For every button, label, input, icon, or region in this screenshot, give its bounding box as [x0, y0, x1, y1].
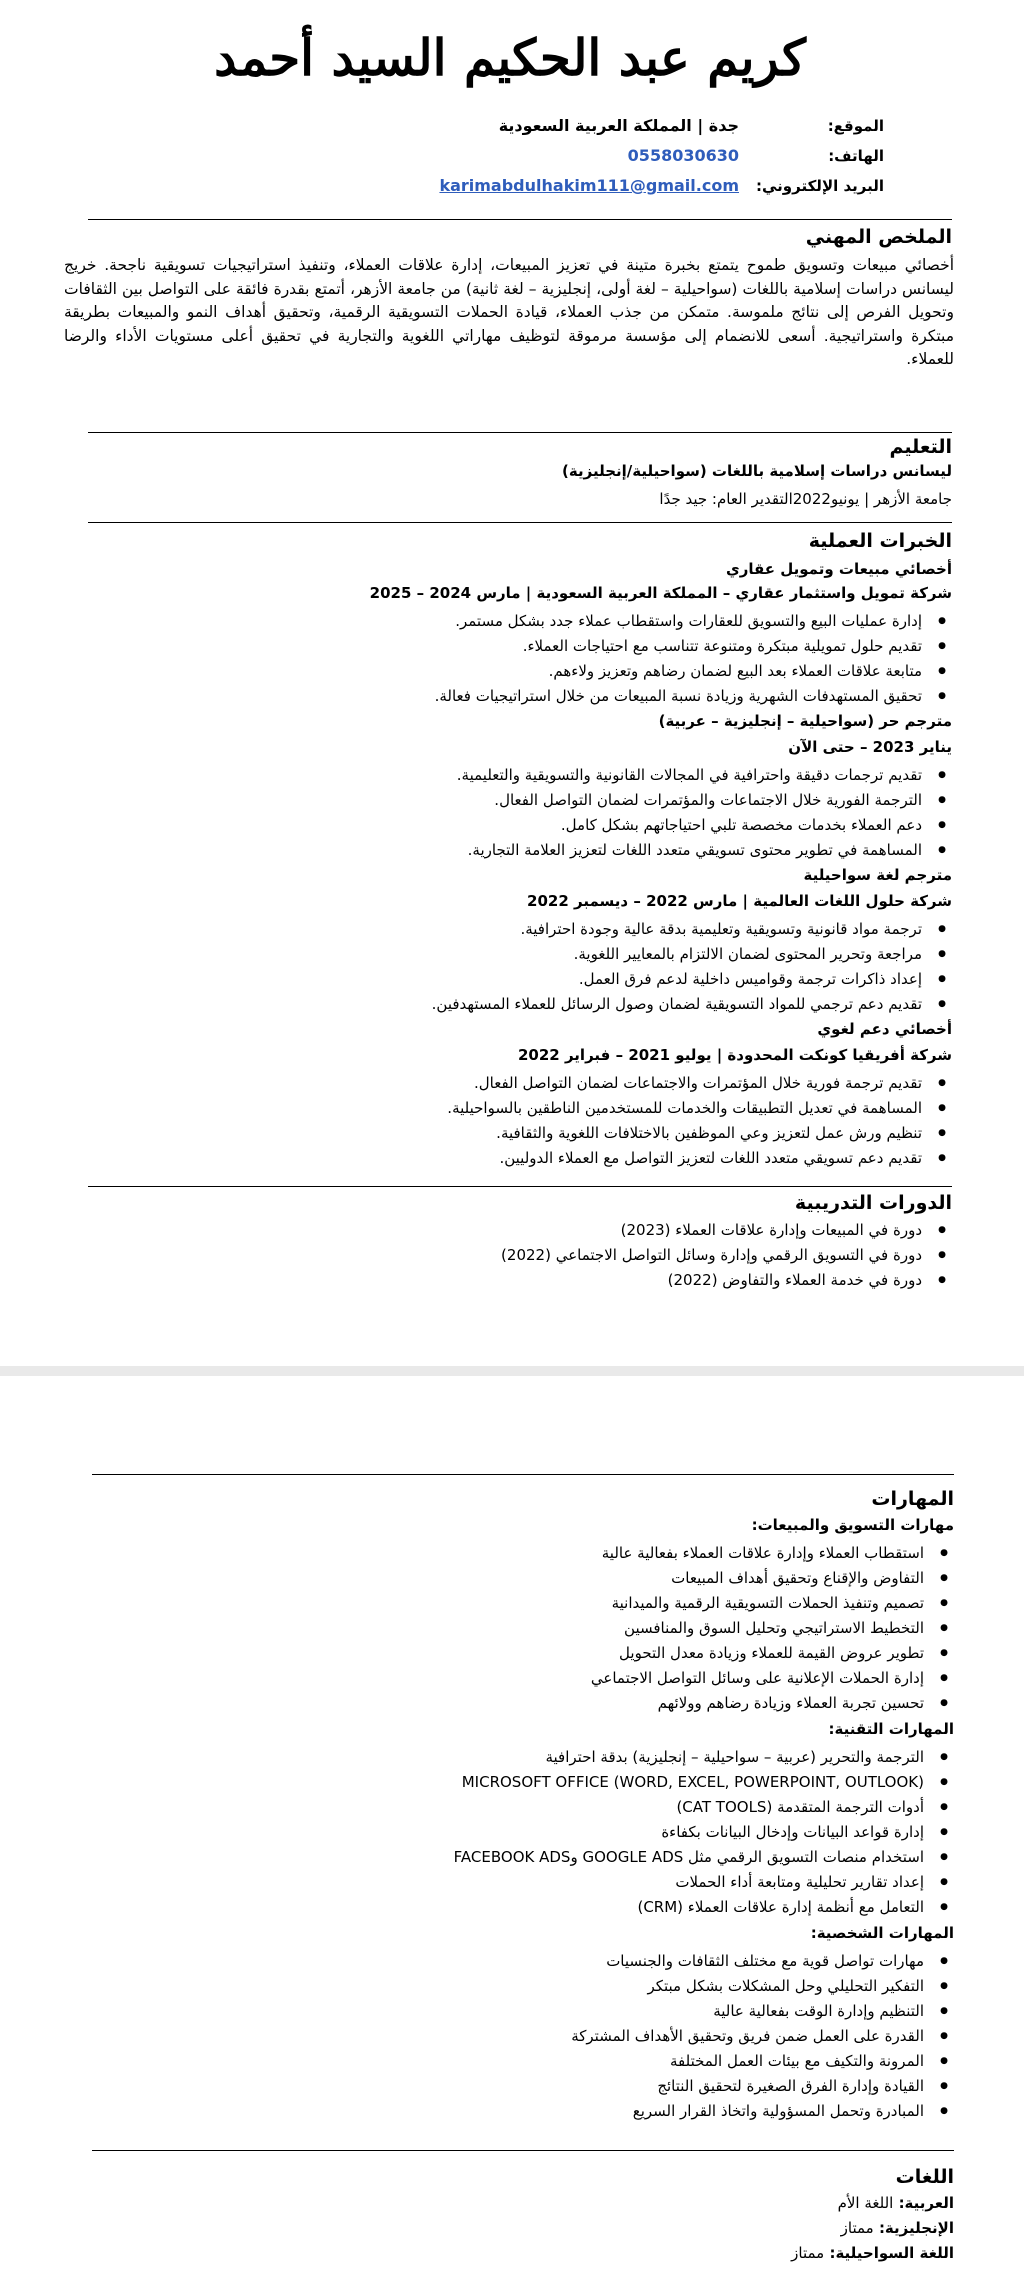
language-label: العربية:: [898, 2194, 954, 2212]
list-item: ● استخدام منصات التسويق الرقمي مثل GOOGLE ADS وFACEBOOK ADS: [454, 1845, 954, 1870]
summary-text: أخصائي مبيعات وتسويق طموح يتمتع بخبرة متينة في تعزيز المبيعات، إدارة علاقات العملاء، وتنفيذ استراتيجيات تسويقية ناجحة. خريج ليسانس دراسات إسلامية باللغات (سواحيلية – لغة أولى، إنجليزية – لغة ثانية) من جامعة الأزهر، أتمتع بقدرة فائقة على التواصل بين الثقافات وتحويل الفرص إلى نتائج ملموسة. متمكن من جذب العملاء، قيادة الحملات التسويقية الرقمية، وتحقيق أهداف النمو والمبيعات بطريقة مبتكرة واستراتيجية. أسعى للانضمام إلى مؤسسة مرموقة لتوظيف مهاراتي اللغوية والتجارية في تحقيق أعلى مستويات الأداء والرضا للعملاء.: [64, 256, 954, 368]
list-item: ● أدوات الترجمة المتقدمة (CAT TOOLS): [454, 1795, 954, 1820]
list-item: ● إدارة عمليات البيع والتسويق للعقارات واستقطاب عملاء جدد بشكل مستمر.: [435, 609, 952, 634]
list-item: ● التفكير التحليلي وحل المشكلات بشكل مبتكر: [571, 1974, 954, 1999]
list-item: ● مهارات تواصل قوية مع مختلف الثقافات والجنسيات: [571, 1949, 954, 1974]
languages-title: اللغات: [895, 2166, 954, 2188]
list-item: ● تصميم وتنفيذ الحملات التسويقية الرقمية والميدانية: [591, 1591, 954, 1616]
job-bullets: [457, 763, 952, 863]
divider: [92, 2150, 954, 2151]
list-item: ● المساهمة في تطوير محتوى تسويقي متعدد اللغات لتعزيز العلامة التجارية.: [457, 838, 952, 863]
language-row: [838, 2194, 954, 2212]
job-role: مترجم حر (سواحيلية – إنجليزية – عربية): [658, 712, 952, 730]
job-role: أخصائي مبيعات وتمويل عقاري: [725, 560, 952, 578]
job-bullets: [432, 917, 952, 1017]
language-label: الإنجليزية:: [878, 2219, 954, 2237]
skills-group-title: المهارات التقنية:: [828, 1720, 954, 1738]
divider: [88, 522, 952, 523]
language-level: ممتاز: [840, 2219, 874, 2237]
education-degree: ليسانس دراسات إسلامية باللغات (سواحيلية/إنجليزية): [562, 462, 952, 480]
divider: [88, 219, 952, 220]
job-bullets: [435, 609, 952, 709]
email-link[interactable]: karimabdulhakim111@gmail.com: [439, 176, 739, 195]
list-item: ● دورة في التسويق الرقمي وإدارة وسائل التواصل الاجتماعي (2022): [501, 1243, 952, 1268]
list-item: ● التنظيم وإدارة الوقت بفعالية عالية: [571, 1999, 954, 2024]
list-item: ● المرونة والتكيف مع بيئات العمل المختلفة: [571, 2049, 954, 2074]
job-role: أخصائي دعم لغوي: [817, 1020, 952, 1038]
job-company: شركة حلول اللغات العالمية | مارس 2022 – ديسمبر 2022: [527, 892, 952, 910]
list-item: ● استقطاب العملاء وإدارة علاقات العملاء بفعالية عالية: [591, 1541, 954, 1566]
list-item: ● القدرة على العمل ضمن فريق وتحقيق الأهداف المشتركة: [571, 2024, 954, 2049]
list-item: ● ترجمة مواد قانونية وتسويقية وتعليمية بدقة عالية وجودة احترافية.: [432, 917, 952, 942]
list-item: ● تقديم ترجمات دقيقة واحترافية في المجالات القانونية والتسويقية والتعليمية.: [457, 763, 952, 788]
candidate-name: كريم عبد الحكيم السيد أحمد: [214, 28, 806, 87]
list-item: ● المساهمة في تعديل التطبيقات والخدمات للمستخدمين الناطقين بالسواحيلية.: [447, 1096, 952, 1121]
list-item: ● إعداد ذاكرات ترجمة وقواميس داخلية لدعم فرق العمل.: [432, 967, 952, 992]
list-item: ● التفاوض والإقناع وتحقيق أهداف المبيعات: [591, 1566, 954, 1591]
list-item: ● المبادرة وتحمل المسؤولية واتخاذ القرار السريع: [571, 2099, 954, 2124]
job-role: مترجم لغة سواحيلية: [803, 866, 952, 884]
skills-title: المهارات: [871, 1488, 954, 1510]
list-item: ● تقديم دعم تسويقي متعدد اللغات لتعزيز التواصل مع العملاء الدوليين.: [447, 1146, 952, 1171]
location-label: الموقع:: [827, 117, 884, 135]
experience-title: الخبرات العملية: [808, 530, 952, 552]
phone-row: [628, 146, 884, 165]
list-item: ● التعامل مع أنظمة إدارة علاقات العملاء (CRM): [454, 1895, 954, 1920]
skills-group-title: المهارات الشخصية:: [810, 1924, 954, 1942]
email-label: البريد الإلكتروني:: [756, 177, 884, 195]
list-item: ● تقديم حلول تمويلية مبتكرة ومتنوعة تتناسب مع احتياجات العملاء.: [435, 634, 952, 659]
divider: [88, 432, 952, 433]
list-item: ● دعم العملاء بخدمات مخصصة تلبي احتياجاتهم بشكل كامل.: [457, 813, 952, 838]
language-level: ممتاز: [791, 2244, 825, 2262]
phone-label: الهاتف:: [828, 147, 884, 165]
list-item: ● تحقيق المستهدفات الشهرية وزيادة نسبة المبيعات من خلال استراتيجيات فعالة.: [435, 684, 952, 709]
job-company: شركة تمويل واستثمار عقاري – المملكة العربية السعودية | مارس 2024 – 2025: [369, 584, 952, 602]
location-value: جدة | المملكة العربية السعودية: [498, 116, 739, 135]
education-title: التعليم: [889, 436, 952, 458]
email-row: [439, 176, 884, 195]
divider: [92, 1474, 954, 1475]
language-level: اللغة الأم: [837, 2194, 894, 2212]
list-item: ● إعداد تقارير تحليلية ومتابعة أداء الحملات: [454, 1870, 954, 1895]
list-item: ● MICROSOFT OFFICE (WORD, EXCEL, POWERPOINT, OUTLOOK): [454, 1770, 954, 1795]
job-bullets: [447, 1071, 952, 1171]
page-gap: [0, 1366, 1024, 1376]
language-label: اللغة السواحيلية:: [829, 2244, 954, 2262]
skills-list: [591, 1541, 954, 1716]
courses-title: الدورات التدريبية: [794, 1192, 952, 1214]
job-company: شركة أفريقيا كونكت المحدودة | يوليو 2021 – فبراير 2022: [518, 1046, 952, 1064]
location-row: [499, 116, 884, 135]
list-item: ● الترجمة الفورية خلال الاجتماعات والمؤتمرات لضمان التواصل الفعال.: [457, 788, 952, 813]
list-item: ● مراجعة وتحرير المحتوى لضمان الالتزام بالمعايير اللغوية.: [432, 942, 952, 967]
skills-list: [571, 1949, 954, 2124]
list-item: ● تقديم دعم ترجمي للمواد التسويقية لضمان وصول الرسائل للعملاء المستهدفين.: [432, 992, 952, 1017]
list-item: ● تقديم ترجمة فورية خلال المؤتمرات والاجتماعات لضمان التواصل الفعال.: [447, 1071, 952, 1096]
skills-group-title: مهارات التسويق والمبيعات:: [751, 1516, 954, 1534]
list-item: ● دورة في المبيعات وإدارة علاقات العملاء (2023): [501, 1218, 952, 1243]
list-item: ● تطوير عروض القيمة للعملاء وزيادة معدل التحويل: [591, 1641, 954, 1666]
list-item: ● دورة في خدمة العملاء والتفاوض (2022): [501, 1268, 952, 1293]
job-company: يناير 2023 – حتى الآن: [788, 738, 952, 756]
courses-list: [501, 1218, 952, 1293]
language-row: [791, 2244, 954, 2262]
list-item: ● تحسين تجربة العملاء وزيادة رضاهم وولائهم: [591, 1691, 954, 1716]
list-item: ● الترجمة والتحرير (عربية – سواحيلية – إنجليزية) بدقة احترافية: [454, 1745, 954, 1770]
list-item: ● إدارة قواعد البيانات وإدخال البيانات بكفاءة: [454, 1820, 954, 1845]
list-item: ● تنظيم ورش عمل لتعزيز وعي الموظفين بالاختلافات اللغوية والثقافية.: [447, 1121, 952, 1146]
list-item: ● القيادة وإدارة الفرق الصغيرة لتحقيق النتائج: [571, 2074, 954, 2099]
list-item: ● إدارة الحملات الإعلانية على وسائل التواصل الاجتماعي: [591, 1666, 954, 1691]
language-row: [841, 2219, 954, 2237]
resume-page-2: [0, 1376, 1024, 2286]
summary-title: الملخص المهني: [805, 226, 952, 248]
skills-list: [454, 1745, 954, 1920]
divider: [88, 1186, 952, 1187]
list-item: ● التخطيط الاستراتيجي وتحليل السوق والمنافسين: [591, 1616, 954, 1641]
education-details: جامعة الأزهر | يونيو2022التقدير العام: جيد جدًا: [659, 490, 952, 508]
list-item: ● متابعة علاقات العملاء بعد البيع لضمان رضاهم وتعزيز ولاءهم.: [435, 659, 952, 684]
phone-link[interactable]: 0558030630: [627, 146, 739, 165]
